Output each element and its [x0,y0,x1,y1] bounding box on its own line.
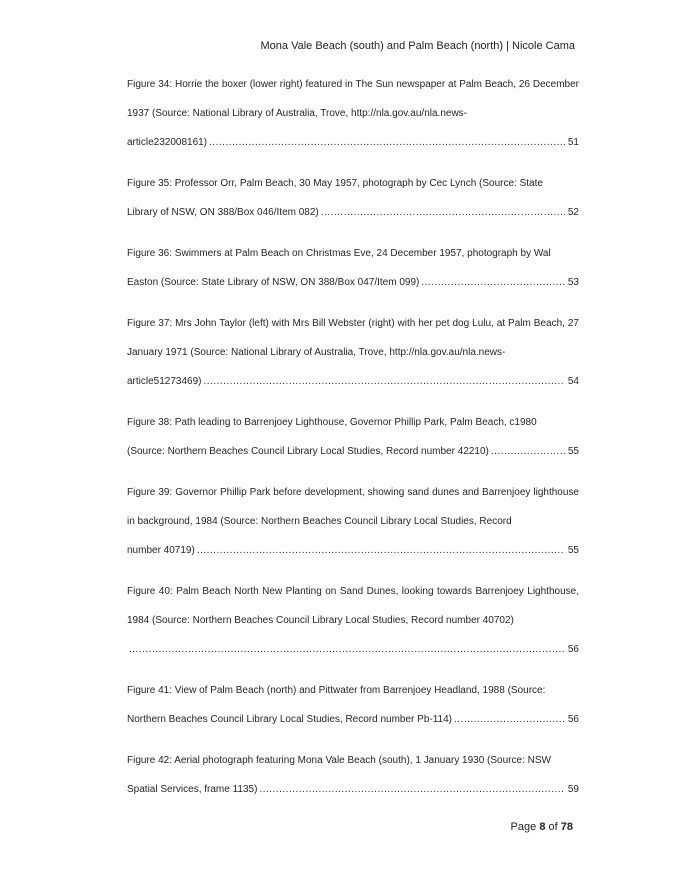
toc-page-number: 55 [567,545,579,556]
toc-leader-line [127,268,579,297]
toc-leader-line [127,128,579,157]
header-title: Mona Vale Beach (south) and Palm Beach (north) | Nicole Cama [260,40,575,52]
page-header [261,40,575,52]
dot-leader [454,705,565,734]
toc-leader-line [127,367,579,396]
toc-leader-line [127,536,579,565]
footer-page-word: Page [510,821,537,833]
footer-current-page: 8 [539,821,546,833]
dot-leader [197,536,565,565]
toc-page-number: 59 [567,784,579,795]
toc-leader-line [127,775,579,804]
dot-leader [321,198,565,227]
toc-entry-text: Figure 39: Governor Phillip Park before development, showing sand dunes and Barrenjoey lighthouse in background, 1984 (Source: Northern Beaches Council Library Local Studies, Record [127,487,579,527]
dot-leader [421,268,565,297]
table-of-figures [127,70,579,816]
toc-leader-line [127,198,579,227]
toc-page-number: 52 [567,207,579,218]
toc-entry-figure-34[interactable] [127,70,579,157]
toc-leader-line [127,635,579,664]
toc-entry-text-end: article232008161) [127,137,208,148]
toc-entry-text: Figure 37: Mrs John Taylor (left) with Mrs Bill Webster (right) with her pet dog Lulu, at Palm Beach, 27 January 1971 (Source: National Library of Australia, Trove, http://nla.gov.au/nla.news- [127,318,579,358]
toc-entry-text-end: Library of NSW, ON 388/Box 046/Item 082) [127,207,319,218]
toc-entry-text-end: Spatial Services, frame 1135) [127,784,258,795]
dot-leader [259,775,564,804]
toc-page-number: 54 [567,376,579,387]
toc-entry-text-end: number 40719) [127,545,195,556]
dot-leader [129,635,565,664]
toc-page-number: 51 [567,137,579,148]
toc-entry-text: Figure 36: Swimmers at Palm Beach on Christmas Eve, 24 December 1957, photograph by Wal [127,248,551,259]
toc-entry-figure-42[interactable] [127,746,579,804]
toc-leader-line [127,705,579,734]
toc-entry-figure-41[interactable] [127,676,579,734]
toc-entry-figure-39[interactable] [127,478,579,565]
toc-page-number: 56 [567,714,579,725]
page-footer [511,821,573,833]
toc-leader-line [127,437,579,466]
toc-entry-text: Figure 34: Horrie the boxer (lower right) featured in The Sun newspaper at Palm Beach, 26 December 1937 (Source: National Library of Australia, Trove, http://nla.gov.au/nla.news- [127,79,579,119]
toc-page-number: 56 [567,644,579,655]
toc-entry-text: Figure 42: Aerial photograph featuring Mona Vale Beach (south), 1 January 1930 (Source: NSW [127,755,551,766]
dot-leader [204,367,565,396]
toc-entry-figure-40[interactable] [127,577,579,664]
toc-entry-text-end: (Source: Northern Beaches Council Library Local Studies, Record number 42210) [127,446,489,457]
toc-entry-text: Figure 40: Palm Beach North New Planting on Sand Dunes, looking towards Barrenjoey Lighthouse, 1984 (Source: Northern Beaches Council Library Local Studies, Record number 40702) [127,586,579,626]
footer-total-pages: 78 [560,821,573,833]
toc-entry-text-end: Easton (Source: State Library of NSW, ON 388/Box 047/Item 099) [127,277,420,288]
toc-entry-text-end: Northern Beaches Council Library Local Studies, Record number Pb-114) [127,714,452,725]
toc-page-number: 55 [567,446,579,457]
toc-entry-figure-37[interactable] [127,309,579,396]
toc-entry-text: Figure 41: View of Palm Beach (north) and Pittwater from Barrenjoey Headland, 1988 (Source: [127,685,546,696]
toc-entry-text: Figure 38: Path leading to Barrenjoey Lighthouse, Governor Phillip Park, Palm Beach, c1980 [127,417,537,428]
toc-entry-figure-36[interactable] [127,239,579,297]
toc-entry-figure-35[interactable] [127,169,579,227]
dot-leader [209,128,565,157]
toc-page-number: 53 [567,277,579,288]
dot-leader [491,437,565,466]
toc-entry-text-end: article51273469) [127,376,202,387]
toc-entry-text: Figure 35: Professor Orr, Palm Beach, 30 May 1957, photograph by Cec Lynch (Source: State [127,178,543,189]
footer-of-word: of [548,821,558,833]
toc-entry-figure-38[interactable] [127,408,579,466]
